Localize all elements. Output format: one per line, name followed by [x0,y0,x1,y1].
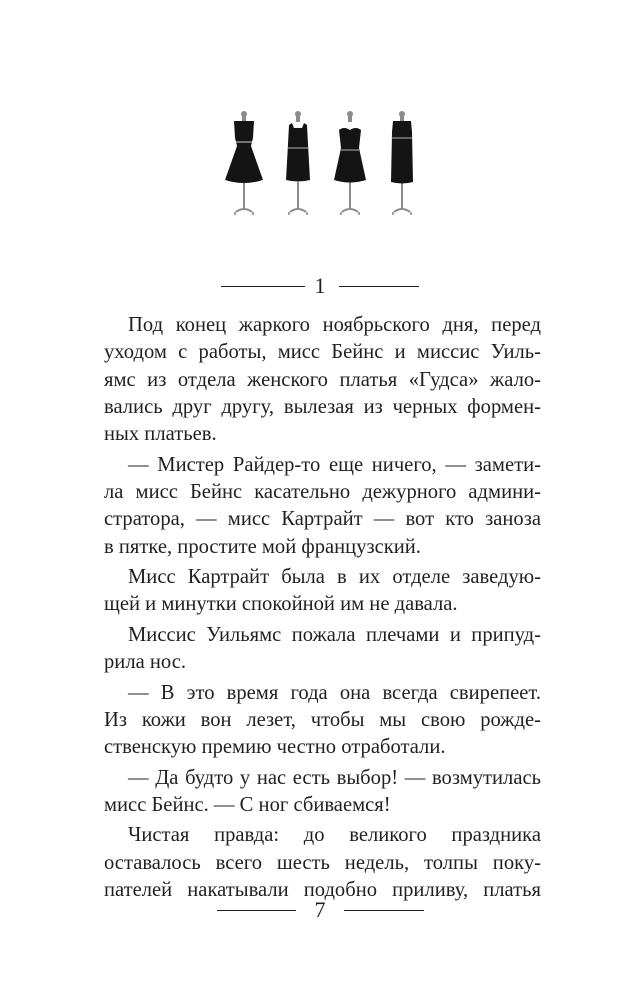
chapter-number: 1 [314,273,326,298]
text-line: мисс Бейнс. — С ног сбиваемся! [104,793,391,816]
text-line: щей и минутки спокойной им не давала. [104,593,458,616]
text-line: Под конец жаркого ноябрьского дня, перед [128,314,541,336]
text-line: Мисс Картрайт была в их отделе заведую- [128,566,541,589]
text-line: стратора, — мисс Картрайт — вот кто заноза [104,508,541,531]
text-line: — В это время года она всегда свирепеет. [128,681,541,704]
chapter-rule-right [339,286,419,287]
footer-rule-right [344,910,424,911]
text-line: ла мисс Бейнс касательно дежурного админи- [104,480,541,503]
chapter-heading [0,270,639,302]
footer-rule-left [217,910,296,911]
dress-mannequins-icon [218,108,428,220]
text-line: — Да будто у нас есть выбор! — возмутилась [128,766,541,789]
text-line: Чистая правда: до великого праздника [128,824,541,847]
chapter-rule-left [221,286,305,287]
text-line: уходом с работы, мисс Бейнс и миссис Уиль- [104,341,541,364]
text-line: — Мистер Райдер-то еще ничего, — замети- [128,453,541,476]
text-line: Из кожи вон лезет, чтобы мы свою рожде- [104,708,541,731]
text-line: вались друг другу, вылезая из черных формен- [104,395,541,418]
text-line: ямс из отдела женского платья «Гудса» жало- [104,368,541,391]
body-text [104,312,541,904]
text-line: Миссис Уильямс пожала плечами и припуд- [128,623,541,646]
text-line: ных платьев. [104,423,217,446]
text-line: ственскую премию честно отработали. [104,736,446,759]
text-line: в пятке, простите мой французский. [104,535,421,558]
page-number: 7 [314,897,326,922]
page-footer [0,894,639,926]
text-line: рила нос. [104,651,187,674]
text-line: оставалось всего шесть недель, толпы поку- [104,851,541,874]
text-line: пателей накатывали подобно приливу, платья [104,879,541,902]
